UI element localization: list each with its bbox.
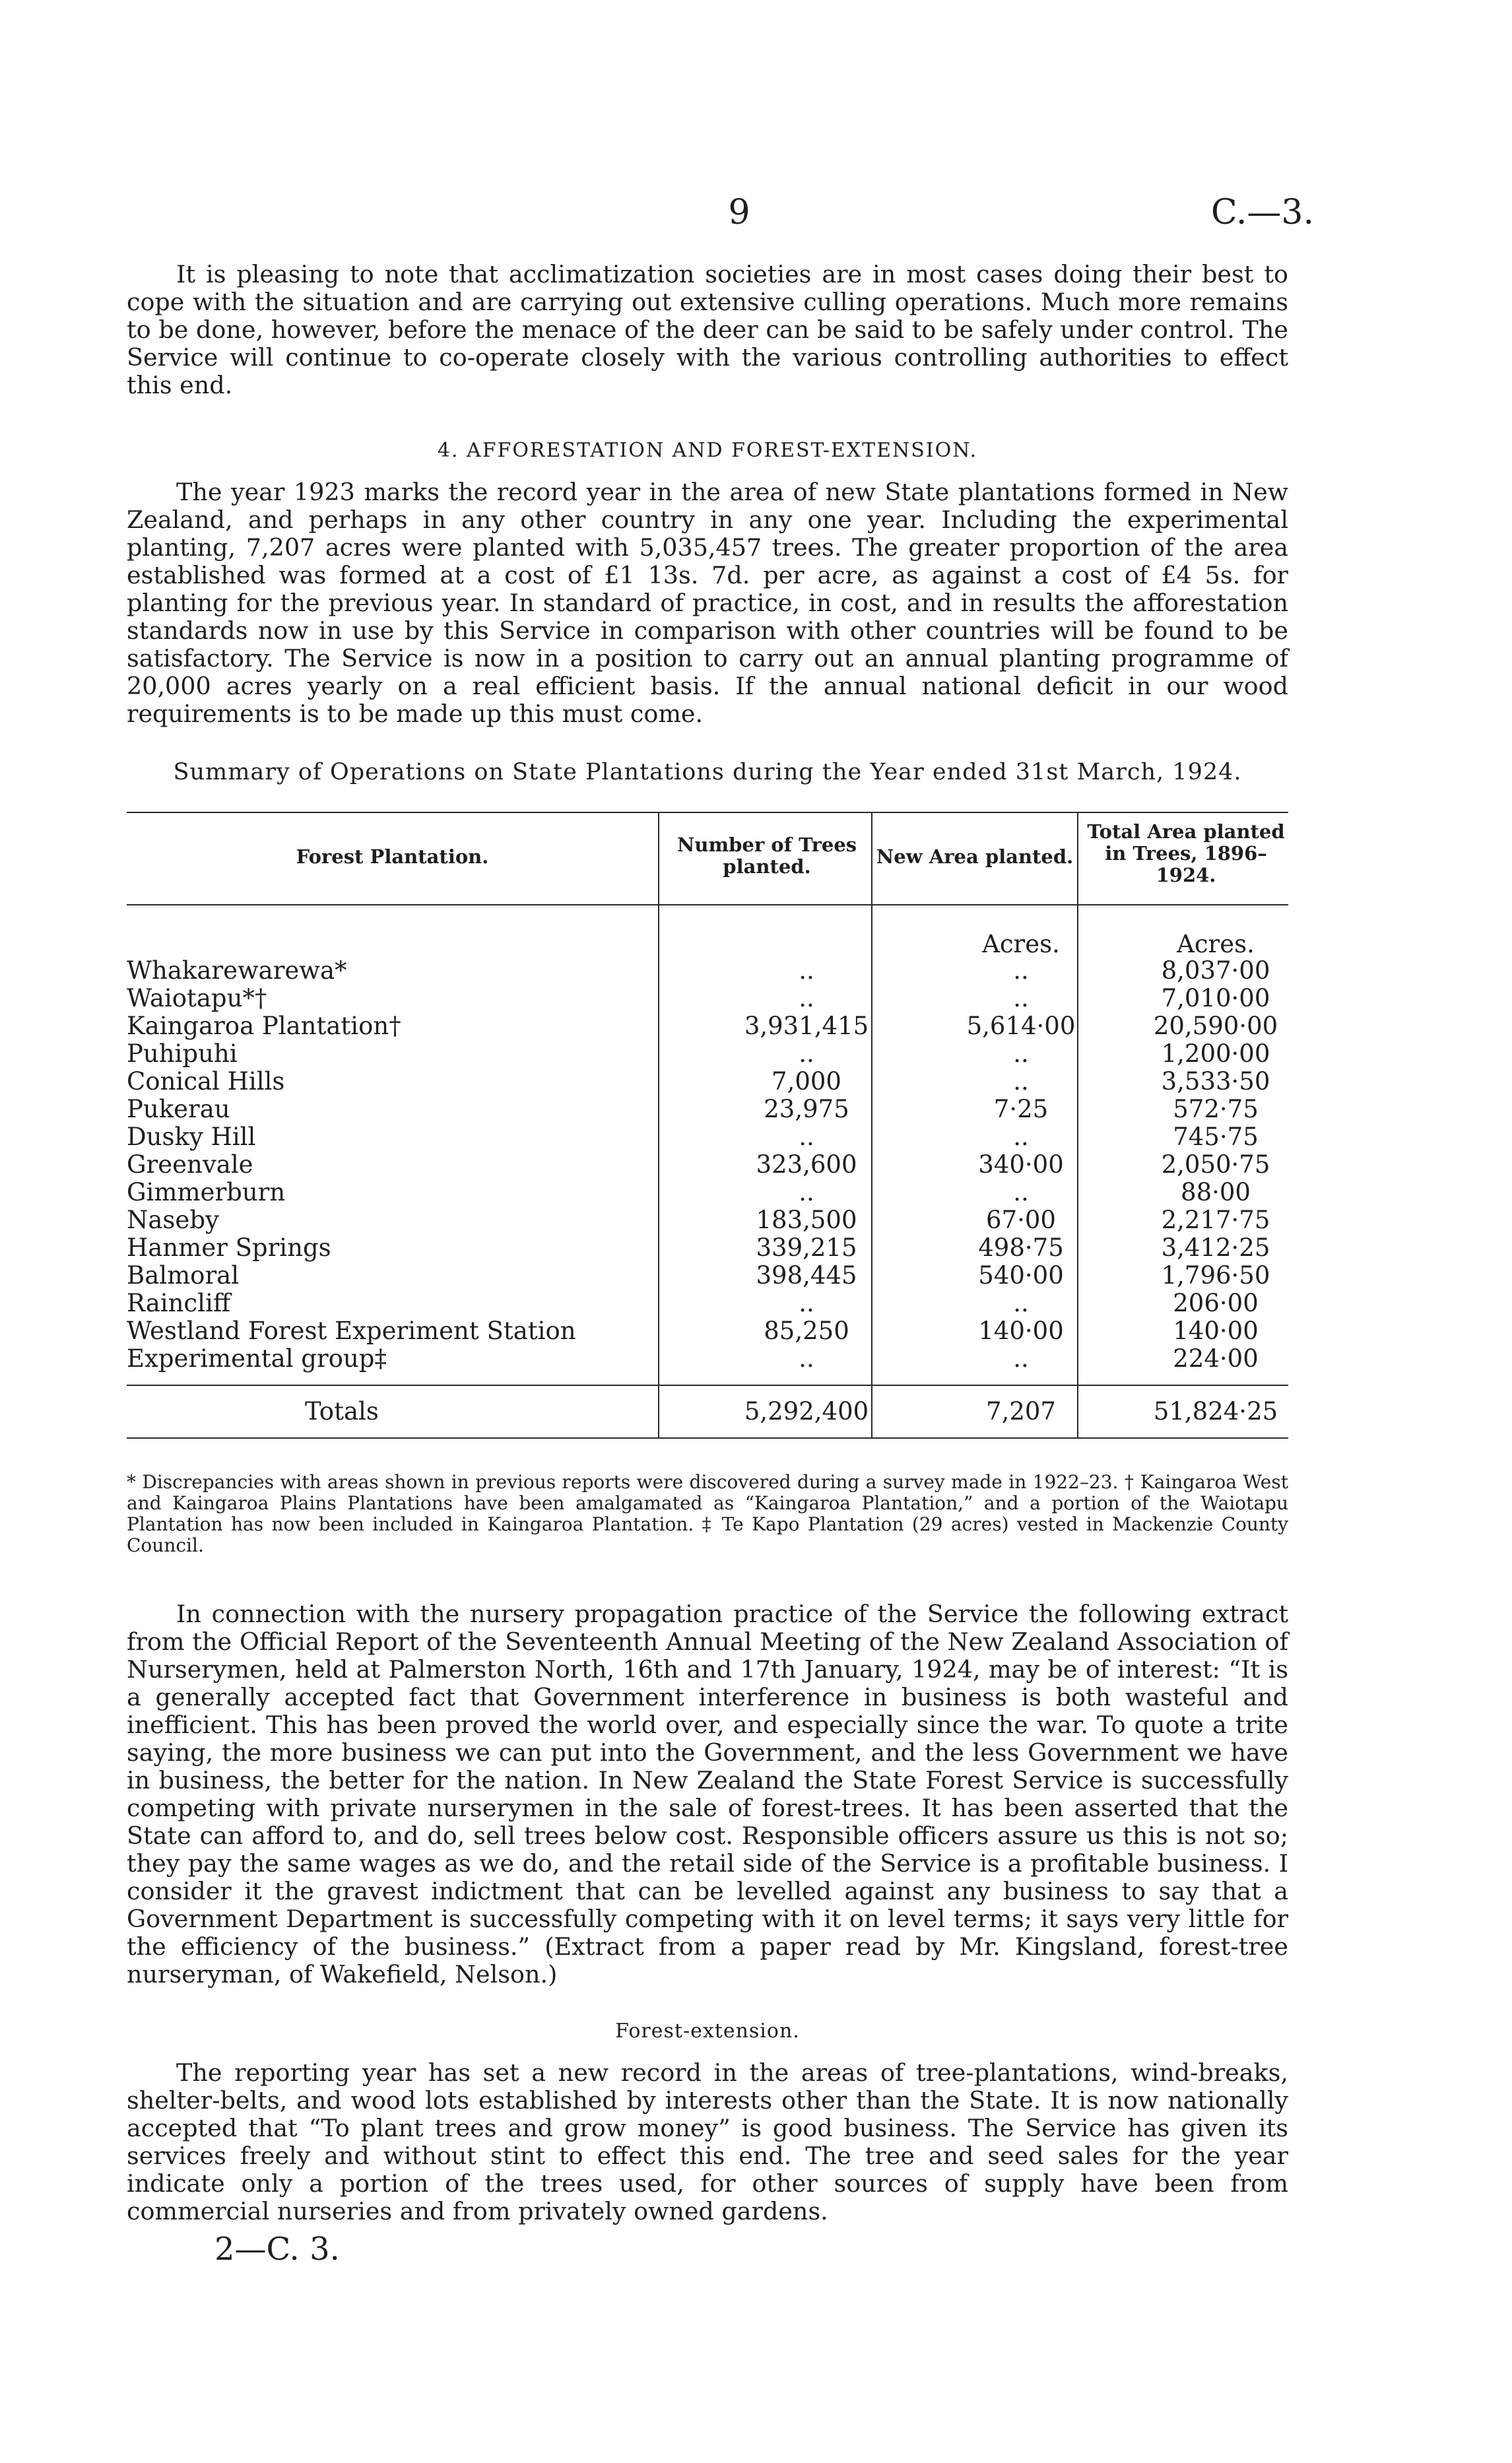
row-trees: ..: [799, 1039, 814, 1068]
row-name: Greenvale: [127, 1150, 253, 1179]
table-header-rule: [127, 904, 1288, 905]
row-name: Westland Forest Experiment Station: [127, 1317, 576, 1345]
row-name: Gimmerburn: [127, 1178, 286, 1206]
row-new-area: 5,614·00: [966, 1012, 1076, 1040]
row-new-area: ..: [1013, 984, 1029, 1012]
row-total-area: 224·00: [1173, 1344, 1259, 1373]
row-total-area: 745·75: [1173, 1123, 1259, 1151]
row-total-area: 1,200·00: [1161, 1039, 1270, 1068]
row-name: Kaingaroa Plantation†: [127, 1012, 401, 1040]
table-totals-rule: [127, 1385, 1288, 1386]
totals-new-area: 7,207: [986, 1397, 1056, 1426]
row-new-area: ..: [1013, 1039, 1029, 1068]
table-footnotes: * Discrepancies with areas shown in previous reports were discovered during a survey made in 1922–23. † Kaingaroa West and Kaingaroa Plains Plantations have been amalgamated as “Kaingaroa Plantation,” and a portion of the Waiotapu Plantation has now been included in Kaingaroa Plantation. ‡ Te Kapo Plantation (29 acres) vested in Mackenzie County Council.: [127, 1471, 1288, 1556]
afforestation-paragraph: The year 1923 marks the record year in the area of new State plantations formed in New Zealand, and perhaps in any other country in any one year. Including the experimental planting, 7,207 acres were planted with 5,035,457 trees. The greater proportion of the area established was formed at a cost of £1 13s. 7d. per acre, as against a cost of £4 5s. for planting for the previous year. In standard of practice, in cost, and in results the afforestation standards now in use by this Service in comparison with other countries will be found to be satisfactory. The Service is now in a position to carry out an annual planting programme of 20,000 acres yearly on a real efficient basis. If the annual national deficit in our wood requirements is to be made up this must come.: [127, 478, 1288, 728]
row-new-area: ..: [1013, 1067, 1029, 1096]
page-number: 9: [728, 193, 750, 232]
row-new-area: 67·00: [986, 1206, 1056, 1234]
header-forest-plantation: Forest Plantation.: [296, 845, 489, 868]
row-trees: 339,215: [756, 1233, 857, 1262]
row-name: Pukerau: [127, 1095, 230, 1123]
row-new-area: ..: [1013, 956, 1029, 985]
row-new-area: 340·00: [978, 1150, 1064, 1179]
totals-label: Totals: [305, 1397, 379, 1426]
row-trees: ..: [799, 1178, 814, 1206]
row-name: Waiotapu*†: [127, 984, 267, 1012]
signature-mark: 2—C. 3.: [214, 2231, 340, 2268]
forest-extension-heading: Forest-extension.: [615, 2020, 800, 2043]
intro-paragraph: It is pleasing to note that acclimatization societies are in most cases doing their best to cope with the situation and are carrying out extensive culling operations. Much more remains to be done, however, before the menace of the deer can be said to be safely under control. The Service will continue to co-operate closely with the various controlling authorities to effect this end.: [127, 260, 1288, 399]
document-reference: C.—3.: [1210, 193, 1314, 232]
row-name: Hanmer Springs: [127, 1233, 331, 1262]
row-name: Naseby: [127, 1206, 219, 1234]
row-trees: 23,975: [764, 1095, 849, 1123]
unit-new-area: Acres.: [982, 930, 1060, 958]
totals-trees: 5,292,400: [744, 1397, 869, 1426]
row-new-area: 140·00: [978, 1317, 1064, 1345]
forest-extension-paragraph: The reporting year has set a new record in the areas of tree-plantations, wind-breaks, shelter-belts, and wood lots established by interests other than the State. It is now nationally accepted that “To plant trees and grow money” is good business. The Service has given its services freely and without stint to effect this end. The tree and seed sales for the year indicate only a portion of the trees used, for other sources of supply have been from commercial nurseries and from privately owned gardens.: [127, 2058, 1288, 2225]
row-total-area: 8,037·00: [1161, 956, 1270, 985]
header-new-area: New Area planted.: [876, 845, 1074, 868]
row-trees: ..: [799, 1289, 814, 1317]
row-trees: ..: [799, 984, 814, 1012]
row-name: Conical Hills: [127, 1067, 285, 1096]
row-trees: 183,500: [756, 1206, 857, 1234]
row-trees: ..: [799, 956, 814, 985]
row-name: Whakarewarewa*: [127, 956, 347, 985]
row-new-area: ..: [1013, 1344, 1029, 1373]
row-total-area: 2,217·75: [1161, 1206, 1270, 1234]
unit-total-area: Acres.: [1177, 930, 1255, 958]
row-name: Puhipuhi: [127, 1039, 238, 1068]
row-total-area: 88·00: [1181, 1178, 1251, 1206]
row-new-area: ..: [1013, 1178, 1029, 1206]
row-total-area: 572·75: [1173, 1095, 1259, 1123]
row-trees: 7,000: [772, 1067, 841, 1096]
row-total-area: 3,412·25: [1161, 1233, 1270, 1262]
row-total-area: 20,590·00: [1153, 1012, 1278, 1040]
row-name: Experimental group‡: [127, 1344, 387, 1373]
row-new-area: 498·75: [978, 1233, 1064, 1262]
nursery-paragraph: In connection with the nursery propagation practice of the Service the following extract from the Official Report of the Seventeenth Annual Meeting of the New Zealand Association of Nurserymen, held at Palmerston North, 16th and 17th January, 1924, may be of interest: “It is a generally accepted fact that Government interference in business is both wasteful and inefficient. This has been proved the world over, and especially since the war. To quote a trite saying, the more business we can put into the Government, and the less Government we have in business, the better for the nation. In New Zealand the State Forest Service is successfully competing with private nurserymen in the sale of forest-trees. It has been asserted that the State can afford to, and do, sell trees below cost. Responsible officers assure us this is not so; they pay the same wages as we do, and the retail side of the Service is a profitable business. I consider it the gravest indictment that can be levelled against any business to say that a Government Department is successfully competing with it on level terms; it says very little for the efficiency of the business.” (Extract from a paper read by Mr. Kingsland, forest-tree nurseryman, of Wakefield, Nelson.): [127, 1600, 1288, 1988]
row-trees: 3,931,415: [744, 1012, 869, 1040]
row-trees: 398,445: [756, 1261, 857, 1290]
row-trees: ..: [799, 1123, 814, 1151]
row-name: Dusky Hill: [127, 1123, 256, 1151]
header-trees-planted: Number of Trees planted.: [676, 834, 857, 878]
section-heading: 4. AFFORESTATION AND FOREST-EXTENSION.: [437, 439, 978, 462]
row-total-area: 140·00: [1173, 1317, 1259, 1345]
row-new-area: 540·00: [978, 1261, 1064, 1290]
row-new-area: ..: [1013, 1289, 1029, 1317]
row-name: Balmoral: [127, 1261, 240, 1290]
row-total-area: 7,010·00: [1161, 984, 1270, 1012]
row-total-area: 1,796·50: [1161, 1261, 1270, 1290]
row-total-area: 206·00: [1173, 1289, 1259, 1317]
row-trees: 85,250: [764, 1317, 849, 1345]
totals-total-area: 51,824·25: [1153, 1397, 1278, 1426]
table-caption: Summary of Operations on State Plantations during the Year ended 31st March, 1924.: [173, 759, 1242, 785]
row-total-area: 3,533·50: [1161, 1067, 1270, 1096]
row-trees: 323,600: [756, 1150, 857, 1179]
row-trees: ..: [799, 1344, 814, 1373]
table-bottom-rule: [127, 1437, 1288, 1439]
row-new-area: ..: [1013, 1123, 1029, 1151]
plantation-table: [127, 812, 1288, 1455]
row-total-area: 2,050·75: [1161, 1150, 1270, 1179]
table-top-rule: [127, 812, 1288, 813]
row-new-area: 7·25: [993, 1095, 1049, 1123]
header-total-area: Total Area planted in Trees, 1896–1924.: [1087, 820, 1285, 886]
row-name: Raincliff: [127, 1289, 231, 1317]
